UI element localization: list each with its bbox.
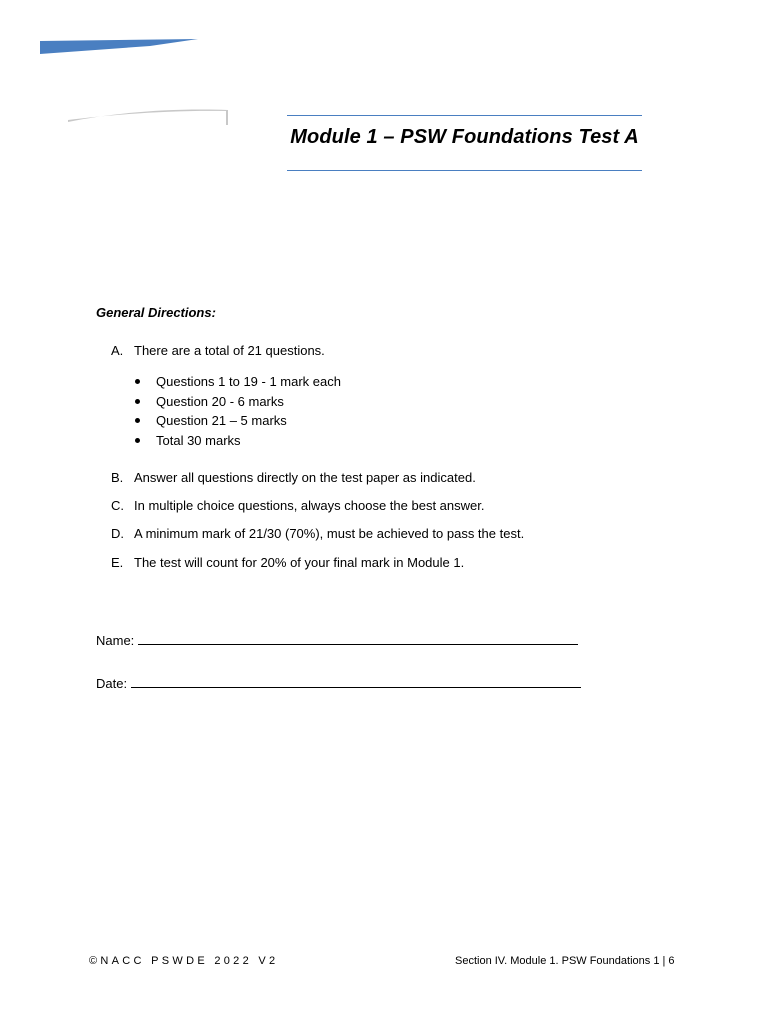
directions-heading: General Directions: [96,305,216,320]
bullet-icon [135,399,140,404]
direction-letter: C. [111,498,124,513]
direction-item-b [111,470,476,485]
title-rule-bottom [287,170,642,171]
page-title: Module 1 – PSW Foundations Test A [290,126,639,148]
bullet-text: Question 20 - 6 marks [156,393,284,409]
direction-item-c [111,498,484,513]
direction-letter: B. [111,470,124,485]
direction-text: There are a total of 21 questions. [134,343,325,358]
footer-page-info: Section IV. Module 1. PSW Foundations 1 | 6 [455,955,675,967]
direction-item-d [111,526,524,541]
bullet-text: Question 21 – 5 marks [156,413,287,429]
title-rule-top [287,115,642,116]
direction-item-e [111,555,464,570]
header-grey-swoosh [66,108,228,128]
footer-copyright: ©NACC PSWDE 2022 V2 [89,955,279,967]
direction-letter: A. [111,343,124,358]
bullet-icon [135,379,140,384]
name-input-line[interactable] [138,632,578,645]
header-blue-stripe [40,38,200,54]
bullet-text: Questions 1 to 19 - 1 mark each [156,374,341,389]
bullet-text: Total 30 marks [156,433,241,449]
direction-letter: D. [111,526,124,541]
name-field [96,632,578,648]
marks-bullet-list [133,372,341,451]
bullet-icon [135,438,140,443]
direction-letter: E. [111,555,124,570]
date-label: Date: [96,676,128,691]
list-item [133,372,341,392]
direction-text: A minimum mark of 21/30 (70%), must be achieved to pass the test. [134,526,525,541]
name-label: Name: [96,633,135,648]
direction-item-a [111,343,325,358]
bullet-icon [135,418,140,423]
direction-text: The test will count for 20% of your final mark in Module 1. [134,555,465,570]
date-field [96,675,581,691]
list-item [133,431,341,451]
list-item [133,411,341,431]
date-input-line[interactable] [131,675,581,688]
list-item [133,392,341,412]
direction-text: In multiple choice questions, always choose the best answer. [134,498,485,513]
direction-text: Answer all questions directly on the test paper as indicated. [134,470,476,485]
